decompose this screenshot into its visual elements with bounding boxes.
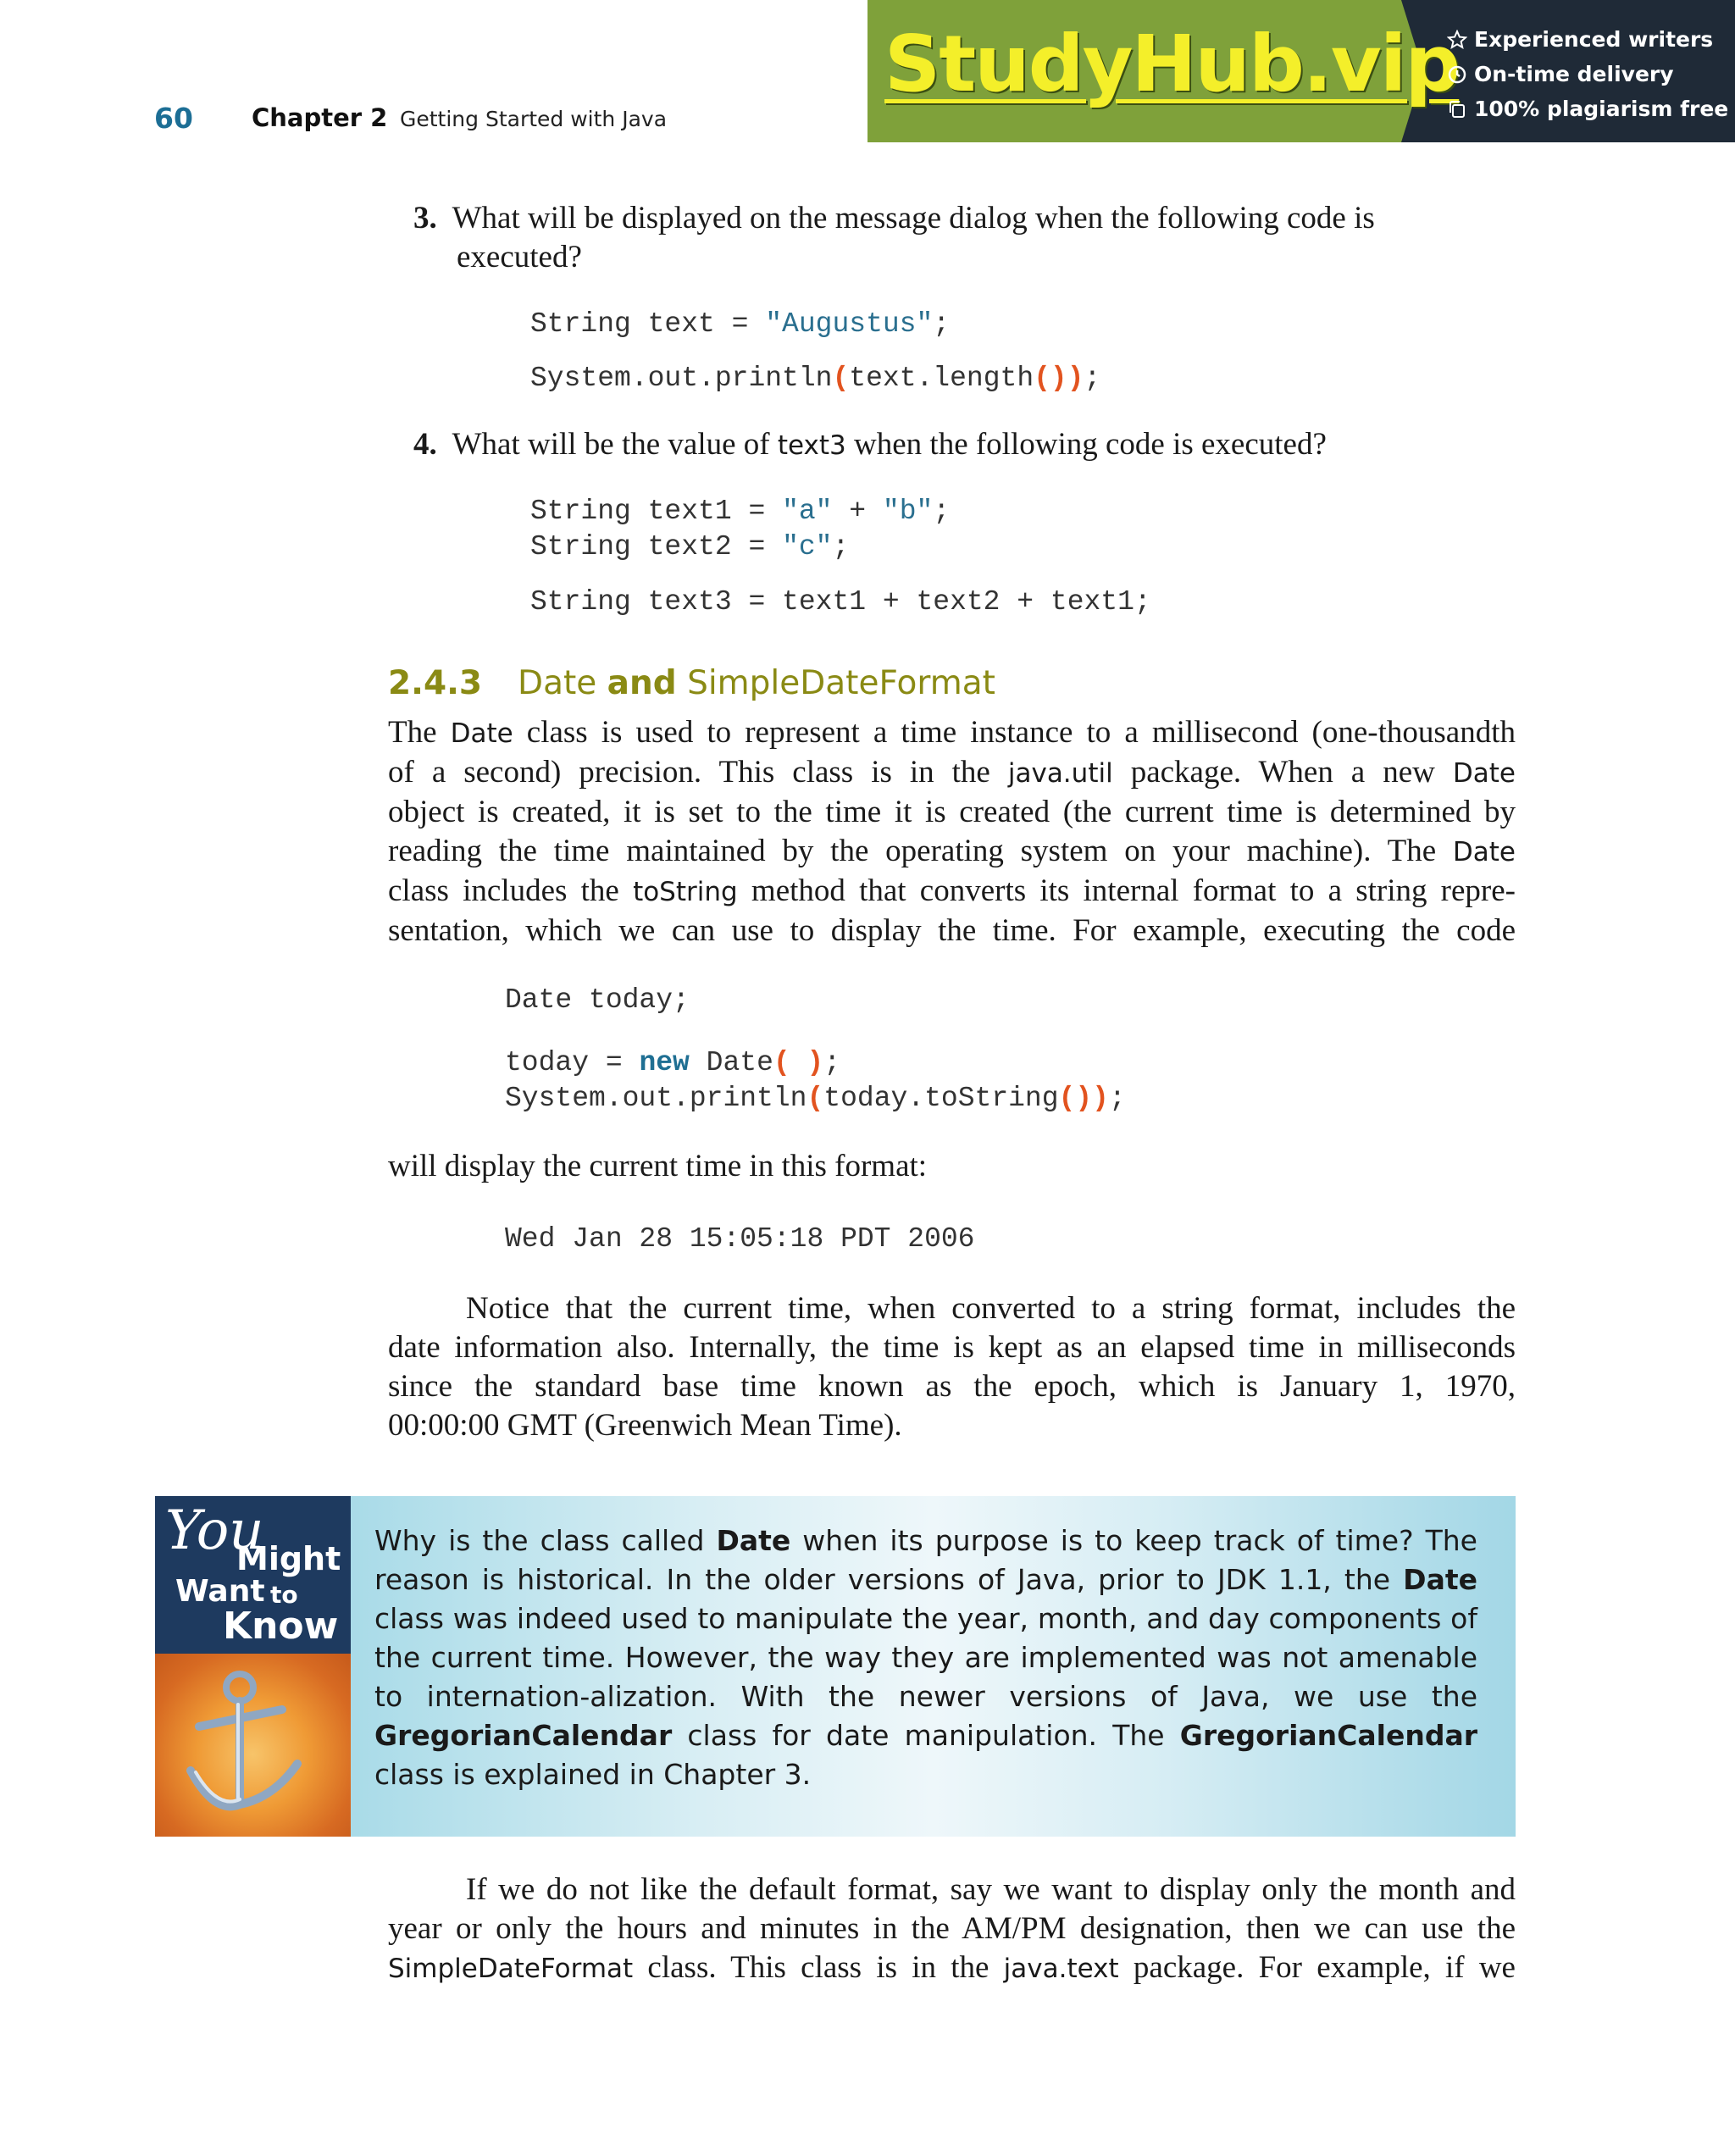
code-line: String text3 = text1 + text2 + text1; [530, 586, 1151, 618]
question-text: What will be displayed on the message dialog when the following code is [452, 201, 1375, 236]
code-line: today = new Date( ); [505, 1047, 841, 1078]
code-line: String text2 = "c"; [530, 531, 850, 563]
question-number: 3. [413, 201, 437, 236]
question-number: 4. [413, 427, 437, 462]
section-heading: 2.4.3 Date and SimpleDateFormat [388, 664, 995, 702]
chapter-label: Chapter 2 [252, 103, 388, 132]
you-might-want-to-know-box [155, 1496, 1516, 1837]
brand-logo[interactable]: StudyHub.vip [884, 19, 1460, 109]
sidebar-logo [155, 1496, 351, 1837]
feature-label: 100% plagiarism free [1474, 97, 1729, 121]
clock-icon [1447, 64, 1467, 85]
chapter-title: Getting Started with Java [400, 107, 668, 131]
feature-item [1447, 91, 1728, 126]
anchor-icon [155, 1654, 351, 1837]
sidebar-text: Why is the class called Date when its purpose is to keep track of time? The reason is historical. In the older versions of Java, prior to JDK 1.1, the Date class was indeed used to manipulate the year, month, and day components of the current time. However, the way they are implemented was not amenable to internation-alization. With the newer versions of Java, we use the GregorianCalendar class for date manipulation. The GregorianCalendar class is explained in Chapter 3. [374, 1524, 1477, 1791]
feature-label: Experienced writers [1474, 27, 1714, 52]
logo-word: Might [236, 1540, 341, 1577]
question-3-line-1 [413, 199, 1375, 238]
code-line: String text1 = "a" + "b"; [530, 496, 951, 527]
star-icon [1447, 30, 1467, 50]
section-number: 2.4.3 [388, 664, 483, 702]
watermark-banner[interactable] [868, 0, 1735, 142]
question-4-line: 4. What will be the value of text3 when the following code is executed? [413, 427, 1327, 462]
inline-code: text3 [777, 430, 846, 461]
code-line: System.out.println(text.length()); [530, 363, 1101, 394]
code-line: System.out.println(today.toString()); [505, 1083, 1126, 1114]
logo-word: Know [223, 1605, 339, 1648]
sidebar-body [351, 1496, 1516, 1837]
feature-label: On-time delivery [1474, 62, 1674, 86]
sample-output: Wed Jan 28 15:05:18 PDT 2006 [505, 1223, 975, 1255]
paragraph: The Date class is used to represent a time instance to a millisecond (one-thousandth of a second) precision. This class is in the java.util package. When a new Date object is created, it is set to the time it is created (the current time is determined by reading the time maintained by the operating system on your machine). The Date class includes the toString method that converts its internal format to a string repre- sentation, which we can use to display the time. For example, executing the code [388, 715, 1516, 948]
logo-word: You [165, 1499, 264, 1562]
paragraph: Notice that the current time, when converted to a string format, includes the date information also. Internally, the time is kept as an elapsed time in milliseconds since the standard base time known as the epoch, which is January 1, 1970, 00:00:00 GMT (Greenwich Mean Time). [388, 1291, 1516, 1443]
logo-word: Want [175, 1574, 265, 1609]
feature-item [1447, 22, 1728, 57]
code-line: String text = "Augustus"; [530, 308, 951, 340]
copy-icon [1447, 99, 1467, 119]
feature-list [1447, 22, 1728, 126]
question-3-line-2: executed? [457, 240, 582, 274]
logo-word: to [270, 1581, 298, 1609]
paragraph: If we do not like the default format, say we want to display only the month and year or only the hours and minutes in the AM/PM designation, then we can use the SimpleDateFormat class. This class is in the java.text package. For example, if we [388, 1872, 1516, 1985]
code-line: Date today; [505, 984, 690, 1016]
page-number: 60 [154, 102, 193, 135]
paragraph: will display the current time in this format: [388, 1149, 928, 1183]
feature-item [1447, 57, 1728, 91]
